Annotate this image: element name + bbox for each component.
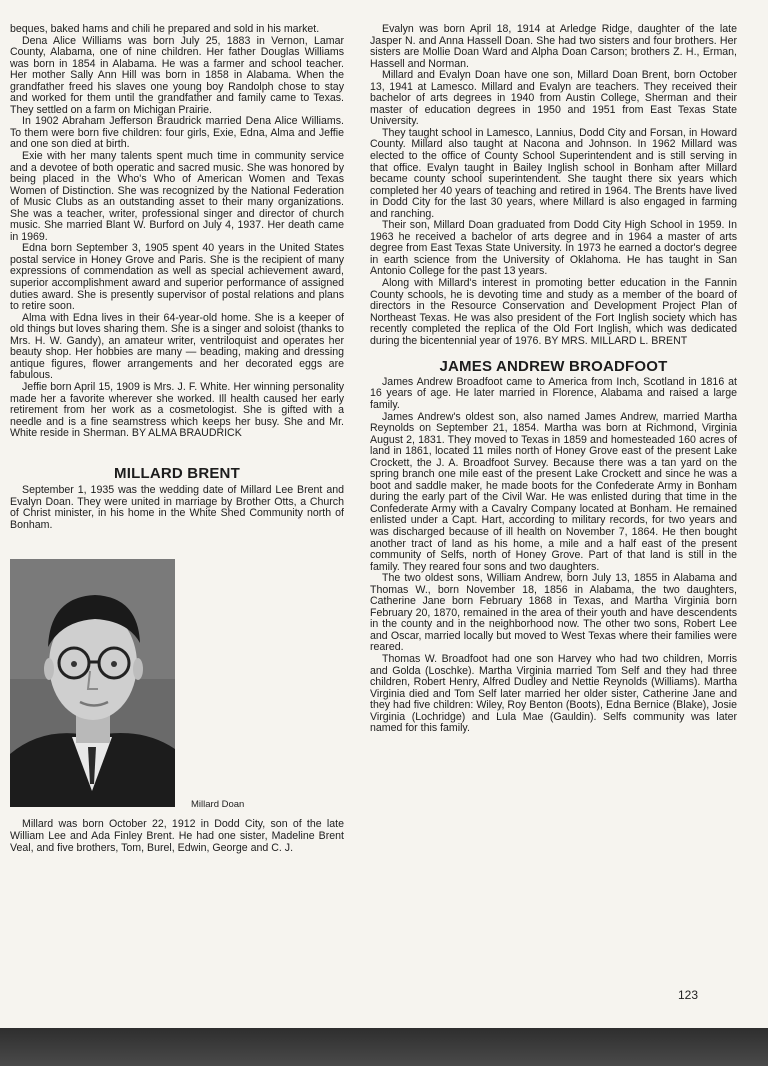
paragraph: Dena Alice Williams was born July 25, 1883 in Vernon, Lamar County, Alabama, one of nine children. Her father Douglas Williams was born in 1854 in Alabama. He was a farmer and school teacher. Her mother Sally Ann Hill was born in 1858 in Alabama. When the grandfather freed his slaves one young boy Randolph chose to stay and worked for them until the grandfather and family came to Texas. They settled on a farm on Michigan Prairie.: [10, 34, 344, 116]
right-column: [370, 24, 737, 735]
section-heading-james-andrew-broadfoot: JAMES ANDREW BROADFOOT: [439, 358, 668, 376]
paragraph: September 1, 1935 was the wedding date of Millard Lee Brent and Evalyn Doan. They were united in marriage by Brother Otts, a Church of Christ minister, in his home in the White Shed Community north of Bonham.: [10, 484, 344, 531]
paragraph: Thomas W. Broadfoot had one son Harvey who had two children, Morris and Golda (Loschke). Martha Virginia married Tom Self and they had three children, Robert Henry, Alfred Dudley and Nettie Reynolds (Williams). Martha Virginia died and Tom Self later married her older sister, Catherine Jane and they had five children: Wiley, Roy Benton (Boots), Edna Bernice (Blake), Josie Virginia (Lochridge) and Lula Mae (Gauldin). Selfs community was later named for this family.: [370, 652, 737, 735]
paragraph: Millard and Evalyn Doan have one son, Millard Doan Brent, born October 13, 1941 at Lamesco. Millard and Evalyn are teachers. They received their bachelor of arts degrees in 1940 from Austin College, Sherman and their master of education degrees in 1950 and 1951 from East Texas State University.: [370, 69, 737, 128]
paragraph: In 1902 Abraham Jefferson Braudrick married Dena Alice Williams. To them were born five children: four girls, Exie, Edna, Alma and Jeffie and one son died at birth.: [10, 115, 344, 151]
paragraph: James Andrew Broadfoot came to America from Inch, Scotland in 1816 at 16 years of age. He later married in Florence, Alabama and raised a large family.: [370, 375, 737, 411]
paragraph: Along with Millard's interest in promoting better education in the Fannin County schools, he is devoting time and study as a member of the board of directors in the Resource Conservation and Development Project Plan of Northeast Texas. He was also president of the Fort Inglish society which has recently completed the replica of the Old Fort Inglish, which was dedicated during the bicentennial year of 1976. BY MRS. MILLARD L. BRENT: [370, 277, 737, 347]
scan-edge-shadow: [0, 1028, 768, 1066]
left-column: [10, 24, 344, 854]
paragraph: Alma with Edna lives in their 64-year-old home. She is a keeper of old things but loves sharing them. She is a singer and soloist (thanks to Mrs. H. W. Gandy), an amateur writer, ventriloquist and operates her beauty shop. Her hobbies are many — beading, making and dressing antique figures, flower arrangements and her decorated eggs are fabulous.: [10, 311, 344, 382]
page-number: 123: [678, 988, 699, 1002]
paragraph: Jeffie born April 15, 1909 is Mrs. J. F. White. Her winning personality made her a favorite wherever she worked. Ill health caused her early retirement from her work as a cosmetologist. She is gifted with a needle and is a fine seamstress which keeps her busy. She and Mr. White reside in Sherman. BY ALMA BRAUDRICK: [10, 380, 344, 440]
photo-block: [10, 559, 344, 809]
section-heading-millard-brent: MILLARD BRENT: [114, 464, 240, 482]
paragraph: The two oldest sons, William Andrew, born July 13, 1855 in Alabama and Thomas W., born November 18, 1856 in Alabama, the two daughters, Catherine Jane born February 1868 in Texas, and Martha Virginia born February 20, 1870, remained in the area of their youth and have descendents in the county and in the neighborhood now. The other two sons, Robert Lee and Oscar, married locally but moved to West Texas where their families were reared.: [370, 572, 737, 654]
paragraph: Evalyn was born April 18, 1914 at Arledge Ridge, daughter of the late Jasper N. and Anna Hassell Doan. She had two sisters and four brothers. Her sisters are Mollie Doan Ward and Alpha Doan Carson; brothers Z. H., Erman, Hassell and Norman.: [370, 23, 737, 70]
paragraph: Millard was born October 22, 1912 in Dodd City, son of the late William Lee and Ada Finley Brent. He had one sister, Madeline Brent Veal, and five brothers, Tom, Burel, Edwin, George and C. J.: [10, 818, 344, 854]
portrait-photo: [10, 559, 175, 807]
paragraph: Edna born September 3, 1905 spent 40 years in the United States postal service in Honey Grove and Paris. She is the recipient of many expressions of commendation as well as special achievement award, superior accomplishment award and superior performance of assigned duties award. She is presently supervisor of postal relations and plans to retire soon.: [10, 242, 344, 313]
paragraph: Their son, Millard Doan graduated from Dodd City High School in 1959. In 1963 he received a bachelor of arts degree and in 1964 a master of arts degree from East Texas State University. In 1973 he earned a doctor's degree in earth science from the University of Oklahoma. He has taught in San Antonio College for the past 13 years.: [370, 219, 737, 278]
paragraph: James Andrew's oldest son, also named James Andrew, married Martha Reynolds on September 21, 1854. Martha was born at Richmond, Virginia August 2, 1831. They moved to Texas in 1859 and homesteaded 160 acres of land in 1861, located 11 miles north of Honey Grove east of the present Lake Crockett, the J. A. Broadfoot Survey. Because there was a tan yard on the spring branch one mile east of the present Lake Crockett and since he was a boot and saddle maker, he made boots for the Confederate Army in Bonham during the early part of the Civil War. He was enlisted during that time in the Confederate Army with a Cavalry Company located at Bonham. He remained enlisted under a Capt. Hart, according to military records, for two years and was discharged because of ill health on November 7, 1864. He then bought another tract of land as his home, a mile and a half east of the present community of Selfs, north of Honey Grove. Part of that land is still in the family. They reared four sons and two daughters.: [370, 410, 737, 573]
paragraph: They taught school in Lamesco, Lannius, Dodd City and Forsan, in Howard County. Millard also taught at Nacona and Johnson. In 1962 Millard was elected to the office of County School Superintendent and is still serving in that office. Evalyn taught in Bailey Inglish school in Bonham after Millard became county school superintendent. She taught there six years which completed her 40 years of teaching and retired in 1964. The Brents have lived in Dodd City for the last 30 years, where Millard is also engaged in farming and ranching.: [370, 126, 737, 220]
photo-caption: Millard Doan: [191, 799, 245, 811]
paragraph: Exie with her many talents spent much time in community service and a devotee of both operatic and sacred music. She was honored by being placed in the Who's Who of American Women and Texas Women of Distinction. She was recognized by the National Federation of Music Clubs as an outstanding asset to their many organizations. She was a teacher, writer, professional singer and director of church music. She married Blant W. Burford on July 4, 1937. Her death came in 1969.: [10, 150, 344, 243]
paragraph: beques, baked hams and chili he prepared and sold in his market.: [10, 23, 320, 35]
